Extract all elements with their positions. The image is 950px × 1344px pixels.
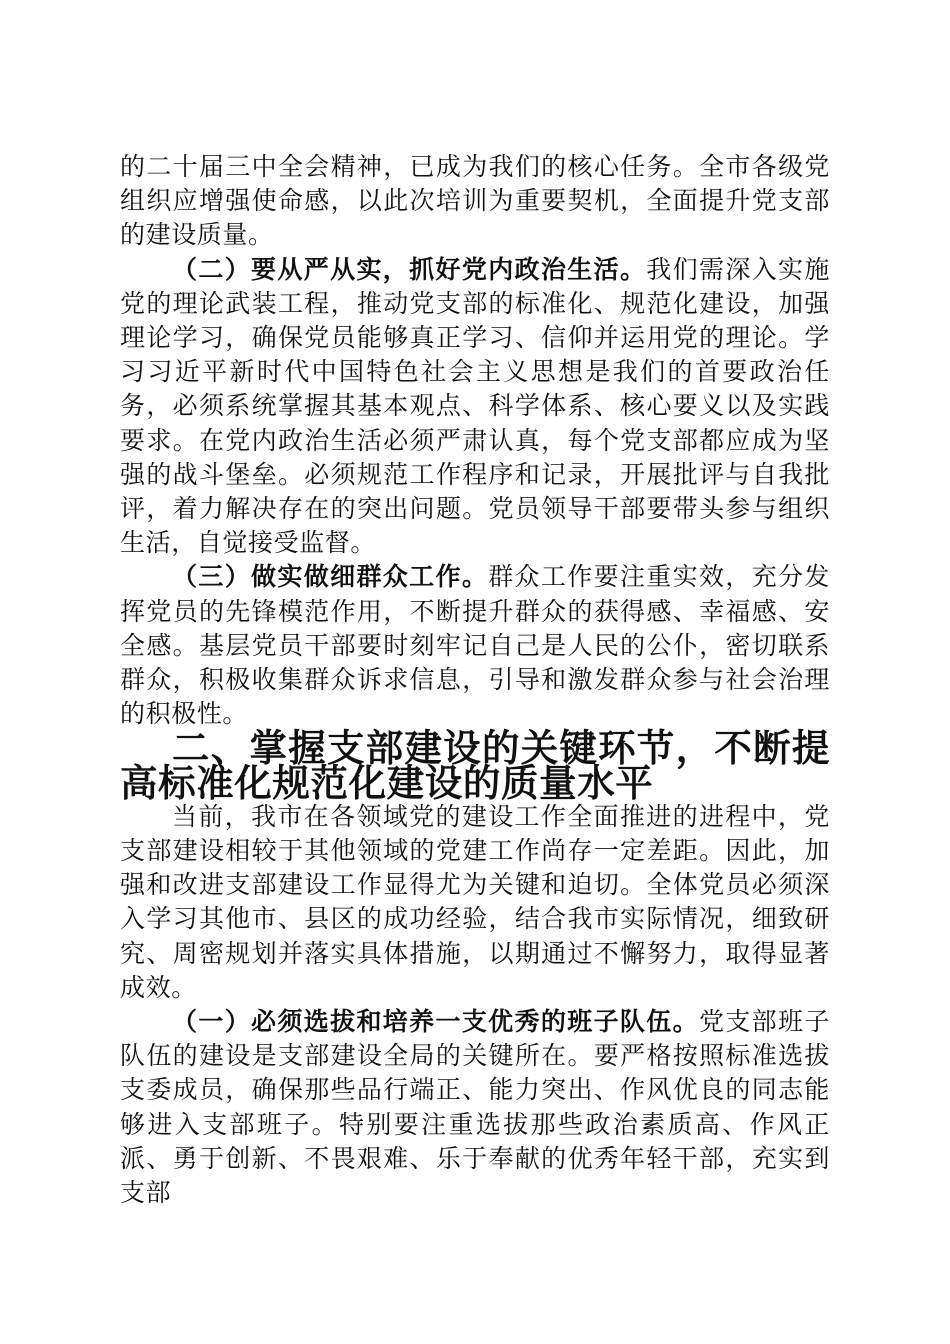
paragraph-subsection-1 [120,1005,830,1210]
paragraph-text: 群众工作要注重实效，充分发挥党员的先锋模范作用，不断提升群众的获得感、幸福感、安全感。基层党员干部要时刻牢记自己是人民的公仆，密切联系群众，积极收集群众诉求信息，引导和激发群众参与社会治理的积极性。 [120,562,830,729]
paragraph-text: 党支部班子队伍的建设是支部建设全局的关键所在。要严格按照标准选拔支委成员，确保那些品行端正、能力突出、作风优良的同志能够进入支部班子。特别要注重选拔那些政治素质高、作风正派、勇于创新、不畏艰难、乐于奉献的优秀年轻干部，充实到支部 [120,1007,830,1208]
paragraph-text: 当前，我市在各领域党的建设工作全面推进的进程中，党支部建设相较于其他领域的党建工作尚存一定差距。因此，加强和改进支部建设工作显得尤为关键和迫切。全体党员必须深入学习其他市、县区的成功经验，结合我市实际情况，细致研究、周密规划并落实具体措施，以期通过不懈努力，取得显著成效。 [120,801,830,1002]
paragraph-section-2 [120,253,830,561]
section-heading: 二、掌握支部建设的关键环节，不断提高标准化规范化建设的质量水平 [120,726,830,805]
paragraph-lead: （二）要从严从实，抓好党内政治生活。 [172,254,647,284]
paragraph-text: 我们需深入实施党的理论武装工程，推动党支部的标准化、规范化建设，加强理论学习，确保党员能够真正学习、信仰并运用党的理论。学习习近平新时代中国特色社会主义思想是我们的首要政治任务，必须系统掌握其基本观点、科学体系、核心要义以及实践要求。在党内政治生活必须严肃认真，每个党支部都应成为坚强的战斗堡垒。必须规范工作程序和记录，开展批评与自我批评，着力解决存在的突出问题。党员领导干部要带头参与组织生活，自觉接受监督。 [120,254,830,558]
paragraph-text: 的二十届三中全会精神，已成为我们的核心任务。全市各级党组织应增强使命感，以此次培训为重要契机，全面提升党支部的建设质量。 [120,152,830,250]
paragraph-continuation [120,150,830,253]
paragraph-lead: （一）必须选拔和培养一支优秀的班子队伍。 [172,1007,699,1037]
paragraph-lead: （三）做实做细群众工作。 [172,562,489,592]
document-body [120,150,830,1210]
paragraph-intro [120,800,830,1005]
paragraph-section-3 [120,560,830,731]
